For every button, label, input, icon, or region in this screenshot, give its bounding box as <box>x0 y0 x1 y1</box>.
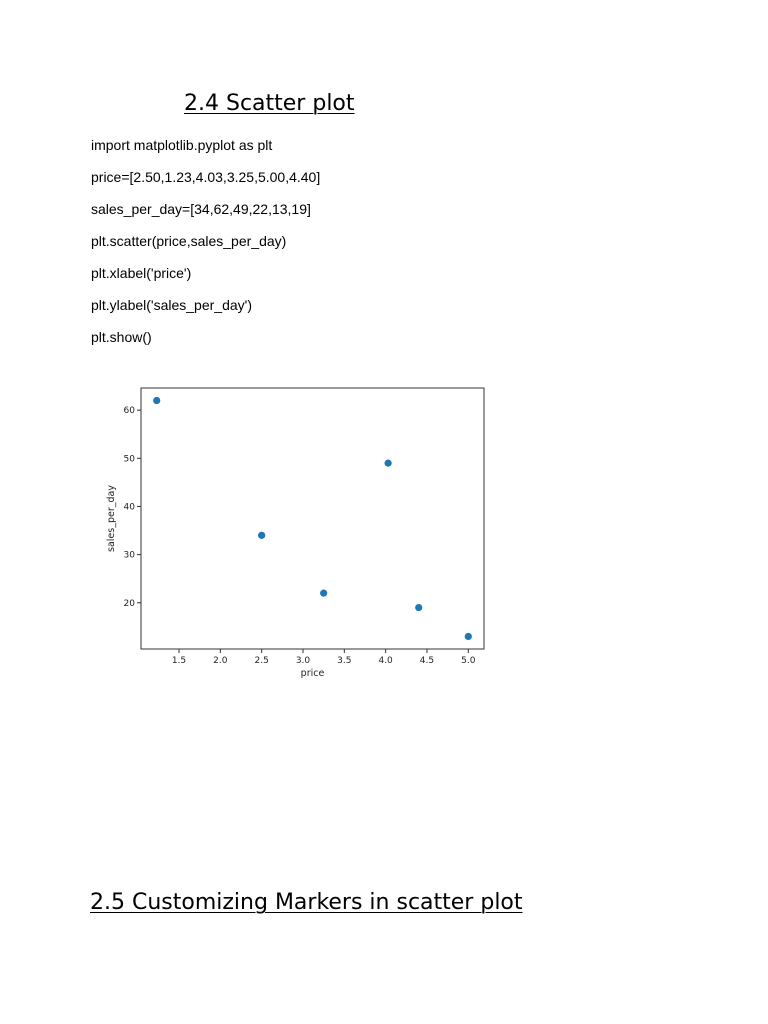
code-line: plt.scatter(price,sales_per_day) <box>91 233 287 249</box>
y-tick-label: 40 <box>123 502 135 513</box>
plot-frame <box>141 388 484 649</box>
y-axis-label: sales_per_day <box>106 485 117 552</box>
scatter-point <box>385 460 392 467</box>
x-axis-ticks <box>172 649 476 666</box>
code-line: sales_per_day=[34,62,49,22,13,19] <box>91 201 311 217</box>
y-tick-label: 30 <box>123 550 135 561</box>
code-line: plt.ylabel('sales_per_day') <box>91 297 252 313</box>
x-tick-label: 2.5 <box>254 656 269 666</box>
x-tick-label: 4.0 <box>378 656 393 666</box>
data-points <box>153 397 472 640</box>
code-line: plt.show() <box>91 329 152 345</box>
y-tick-label: 50 <box>123 454 135 465</box>
scatter-plot-svg <box>100 378 500 688</box>
x-tick-label: 3.5 <box>337 656 352 666</box>
scatter-point <box>258 532 265 539</box>
scatter-chart <box>100 378 500 688</box>
x-tick-label: 1.5 <box>171 656 187 666</box>
y-tick-label: 20 <box>123 598 135 609</box>
x-axis-label: price <box>300 668 325 679</box>
code-line: plt.xlabel('price') <box>91 265 192 281</box>
scatter-point <box>153 397 160 404</box>
code-line: import matplotlib.pyplot as plt <box>91 137 273 153</box>
x-tick-label: 2.0 <box>213 656 228 666</box>
x-tick-label: 3.0 <box>295 656 311 666</box>
scatter-point <box>465 633 472 640</box>
y-axis-ticks <box>124 406 141 609</box>
section-title: 2.4 Scatter plot <box>184 91 355 116</box>
code-line: price=[2.50,1.23,4.03,3.25,5.00,4.40] <box>91 169 321 185</box>
x-tick-label: 5.0 <box>461 656 476 666</box>
y-tick-label: 60 <box>123 406 135 417</box>
section-title: 2.5 Customizing Markers in scatter plot <box>90 890 523 915</box>
x-tick-label: 4.5 <box>419 656 435 666</box>
scatter-point <box>415 604 422 611</box>
scatter-point <box>320 590 327 597</box>
